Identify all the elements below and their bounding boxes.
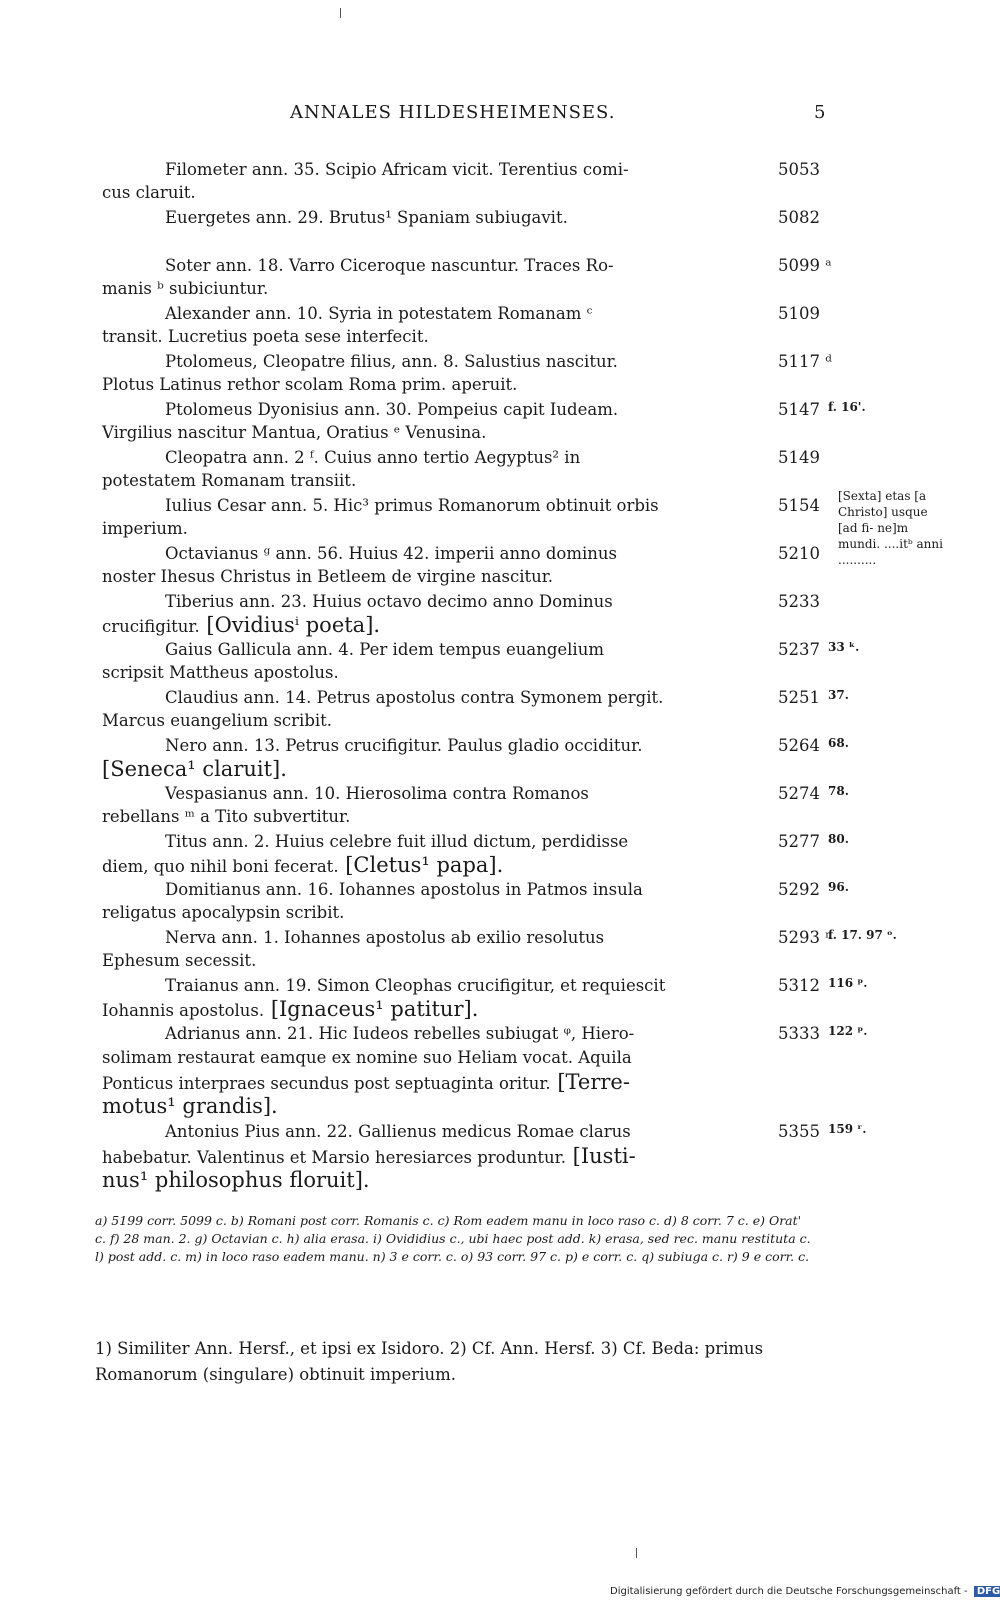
entry-line: Ponticus interpraes secundus post septuaginta oritur. [Terre- <box>102 1070 630 1094</box>
year-of-world: 5147 <box>778 400 820 419</box>
annal-entry <box>0 784 1000 832</box>
year-of-world: 5109 <box>778 304 820 323</box>
running-title: ANNALES HILDESHEIMENSES. <box>290 102 616 123</box>
annal-entry <box>0 736 1000 784</box>
digitization-credit <box>610 1586 1000 1597</box>
marginal-year-ad: 78. <box>828 784 849 798</box>
entry-line-2: cus claruit. <box>102 183 196 202</box>
source-notes: 1) Similiter Ann. Hersf., et ipsi ex Isidoro. 2) Cf. Ann. Hersf. 3) Cf. Beda: primus Romanorum (singulare) obtinuit imperium. <box>95 1339 764 1384</box>
entry-line-2 <box>102 759 287 781</box>
entry-line-2: potestatem Romanam transiit. <box>102 471 357 490</box>
annal-entry <box>0 688 1000 736</box>
entry-line-1: Gaius Gallicula ann. 4. Per idem tempus euangelium <box>165 640 604 659</box>
marginal-year-ad: 96. <box>828 880 849 894</box>
entry-line: Antonius Pius ann. 22. Gallienus medicus Romae clarus <box>165 1122 631 1141</box>
entry-line: solimam restaurat eamque ex nomine suo Heliam vocat. Aquila <box>102 1048 632 1067</box>
entry-line-1: Tiberius ann. 23. Huius octavo decimo anno Dominus <box>165 592 613 611</box>
bracketed-addition: [Iusti- <box>565 1144 636 1168</box>
year-of-world: 5233 <box>778 592 820 611</box>
entry-line-1: Iulius Cesar ann. 5. Hic³ primus Romanorum obtinuit orbis <box>165 496 659 515</box>
bracketed-addition: [Ovidiusⁱ poeta]. <box>199 613 381 637</box>
dfg-logo: DFG <box>974 1586 1000 1597</box>
marginal-year-ad: f. 16'. <box>828 400 866 414</box>
bracketed-addition: [Seneca¹ claruit]. <box>102 757 287 781</box>
annal-entry <box>0 208 1000 256</box>
year-of-world: 5292 <box>778 880 820 899</box>
annal-entry <box>0 1122 1000 1196</box>
entry-line-1: Euergetes ann. 29. Brutus¹ Spaniam subiugavit. <box>165 208 568 227</box>
entry-line-2: noster Ihesus Christus in Betleem de virgine nascitur. <box>102 567 554 586</box>
marginal-year-ad: 68. <box>828 736 849 750</box>
year-of-world: 5149 <box>778 448 820 467</box>
marginal-year-ad: 159 ʳ. <box>828 1122 867 1136</box>
annal-entry <box>0 592 1000 640</box>
annal-entry <box>0 256 1000 304</box>
entry-line-2: manis ᵇ subiciuntur. <box>102 279 269 298</box>
marginal-year-ad: 122 ᵖ. <box>828 1024 868 1038</box>
entry-line-1: Domitianus ann. 16. Iohannes apostolus in Patmos insula <box>165 880 643 899</box>
annal-entry <box>0 304 1000 352</box>
entry-line-2: Ephesum secessit. <box>102 951 257 970</box>
annal-entry <box>0 928 1000 976</box>
credit-text: Digitalisierung gefördert durch die Deutsche Forschungsgemeinschaft - <box>610 1586 968 1597</box>
year-of-world: 5274 <box>778 784 820 803</box>
year-of-world: 5251 <box>778 688 820 707</box>
year-of-world: 5053 <box>778 160 820 179</box>
year-of-world: 5099 ᵃ <box>778 256 832 275</box>
page-number: 5 <box>814 102 826 123</box>
entry-line-1: Filometer ann. 35. Scipio Africam vicit. Terentius comi- <box>165 160 629 179</box>
year-of-world: 5293 ⁿ <box>778 928 833 947</box>
marginal-year-ad: f. 17. 97 ᵒ. <box>828 928 897 942</box>
year-of-world: 5082 <box>778 208 820 227</box>
entry-line-1: Soter ann. 18. Varro Ciceroque nascuntur. Traces Ro- <box>165 256 614 275</box>
year-of-world: 5117 ᵈ <box>778 352 832 371</box>
entry-line-1: Ptolomeus Dyonisius ann. 30. Pompeius capit Iudeam. <box>165 400 619 419</box>
marginal-note-sexta-etas: [Sexta] etas [a Christo] usque [ad fi- ne]m mundi. ....itᵇ anni .......... <box>838 489 943 567</box>
scan-mark <box>636 1548 637 1558</box>
entry-line-1: Cleopatra ann. 2 ᶠ. Cuius anno tertio Aegyptus² in <box>165 448 581 467</box>
entry-line-2: scripsit Mattheus apostolus. <box>102 663 339 682</box>
marginal-year-ad: 116 ᵖ. <box>828 976 868 990</box>
entry-line-2: crucifigitur. [Ovidiusⁱ poeta]. <box>102 613 381 637</box>
year-of-world: 5154 <box>778 496 820 515</box>
annal-entry <box>0 400 1000 448</box>
annal-entry <box>0 160 1000 208</box>
annal-entry <box>0 352 1000 400</box>
bracketed-addition: [Cletus¹ papa]. <box>338 853 504 877</box>
entry-line: motus¹ grandis]. <box>102 1094 278 1118</box>
entry-line-1: Nero ann. 13. Petrus crucifigitur. Paulus gladio occiditur. <box>165 736 643 755</box>
entry-line-1: Traianus ann. 19. Simon Cleophas crucifigitur, et requiescit <box>165 976 666 995</box>
year-of-world: 5355 <box>778 1122 820 1141</box>
marginal-year-ad: 80. <box>828 832 849 846</box>
entry-line-2: religatus apocalypsin scribit. <box>102 903 345 922</box>
entry-line-2: rebellans ᵐ a Tito subvertitur. <box>102 807 351 826</box>
bracketed-addition: [Ignaceus¹ patitur]. <box>264 997 479 1021</box>
marginal-year-ad: 37. <box>828 688 849 702</box>
marginal-year-ad: 33 ᵏ. <box>828 640 860 654</box>
annal-entry <box>0 880 1000 928</box>
year-of-world: 5277 <box>778 832 820 851</box>
year-of-world: 5264 <box>778 736 820 755</box>
scan-mark <box>340 8 341 18</box>
entry-line-2: Iohannis apostolus. [Ignaceus¹ patitur]. <box>102 997 479 1021</box>
entry-line-1: Nerva ann. 1. Iohannes apostolus ab exilio resolutus <box>165 928 605 947</box>
annals-entries <box>0 160 1000 1196</box>
entry-line-1: Alexander ann. 10. Syria in potestatem Romanam ᶜ <box>165 304 593 323</box>
entry-line-1: Titus ann. 2. Huius celebre fuit illud dictum, perdidisse <box>165 832 629 851</box>
entry-line: Adrianus ann. 21. Hic Iudeos rebelles subiugat ᵠ, Hiero- <box>165 1024 635 1043</box>
year-of-world: 5237 <box>778 640 820 659</box>
entry-line-2: Virgilius nascitur Mantua, Oratius ᵉ Venusina. <box>102 423 487 442</box>
entry-line-2: Plotus Latinus rethor scolam Roma prim. aperuit. <box>102 375 518 394</box>
entry-line-2: imperium. <box>102 519 188 538</box>
year-of-world: 5210 <box>778 544 820 563</box>
year-of-world: 5312 <box>778 976 820 995</box>
entry-line-1: Ptolomeus, Cleopatre filius, ann. 8. Salustius nascitur. <box>165 352 618 371</box>
entry-line: nus¹ philosophus floruit]. <box>102 1168 370 1192</box>
entry-line: habebatur. Valentinus et Marsio heresiarces produntur. [Iusti- <box>102 1144 636 1168</box>
annal-entry <box>0 832 1000 880</box>
annal-entry <box>0 976 1000 1024</box>
year-of-world: 5333 <box>778 1024 820 1043</box>
entry-line-2: diem, quo nihil boni fecerat. [Cletus¹ papa]. <box>102 853 504 877</box>
entry-line-1: Claudius ann. 14. Petrus apostolus contra Symonem pergit. <box>165 688 664 707</box>
critical-apparatus: a) 5199 corr. 5099 c. b) Romani post corr. Romanis c. c) Rom eadem manu in loco raso c. d) 8 corr. 7 c. e) Orat' c. f) 28 man. 2. g) Octavian c. h) alia erasa. i) Ovididius c., ubi haec post add. k) erasa, sed rec. manu restituta c. l) post add. c. m) in loco raso eadem manu. n) 3 e corr. c. o) 93 corr. 97 c. p) e corr. c. q) subiuga c. r) 9 e corr. c. <box>95 1213 811 1264</box>
annal-entry <box>0 640 1000 688</box>
bracketed-addition: [Terre- <box>550 1070 630 1094</box>
entry-line-1: Octavianus ᵍ ann. 56. Huius 42. imperii anno dominus <box>165 544 618 563</box>
entry-line-2: Marcus euangelium scribit. <box>102 711 333 730</box>
annal-entry <box>0 1024 1000 1122</box>
entry-line-2: transit. Lucretius poeta sese interfecit. <box>102 327 429 346</box>
entry-line-1: Vespasianus ann. 10. Hierosolima contra Romanos <box>165 784 589 803</box>
